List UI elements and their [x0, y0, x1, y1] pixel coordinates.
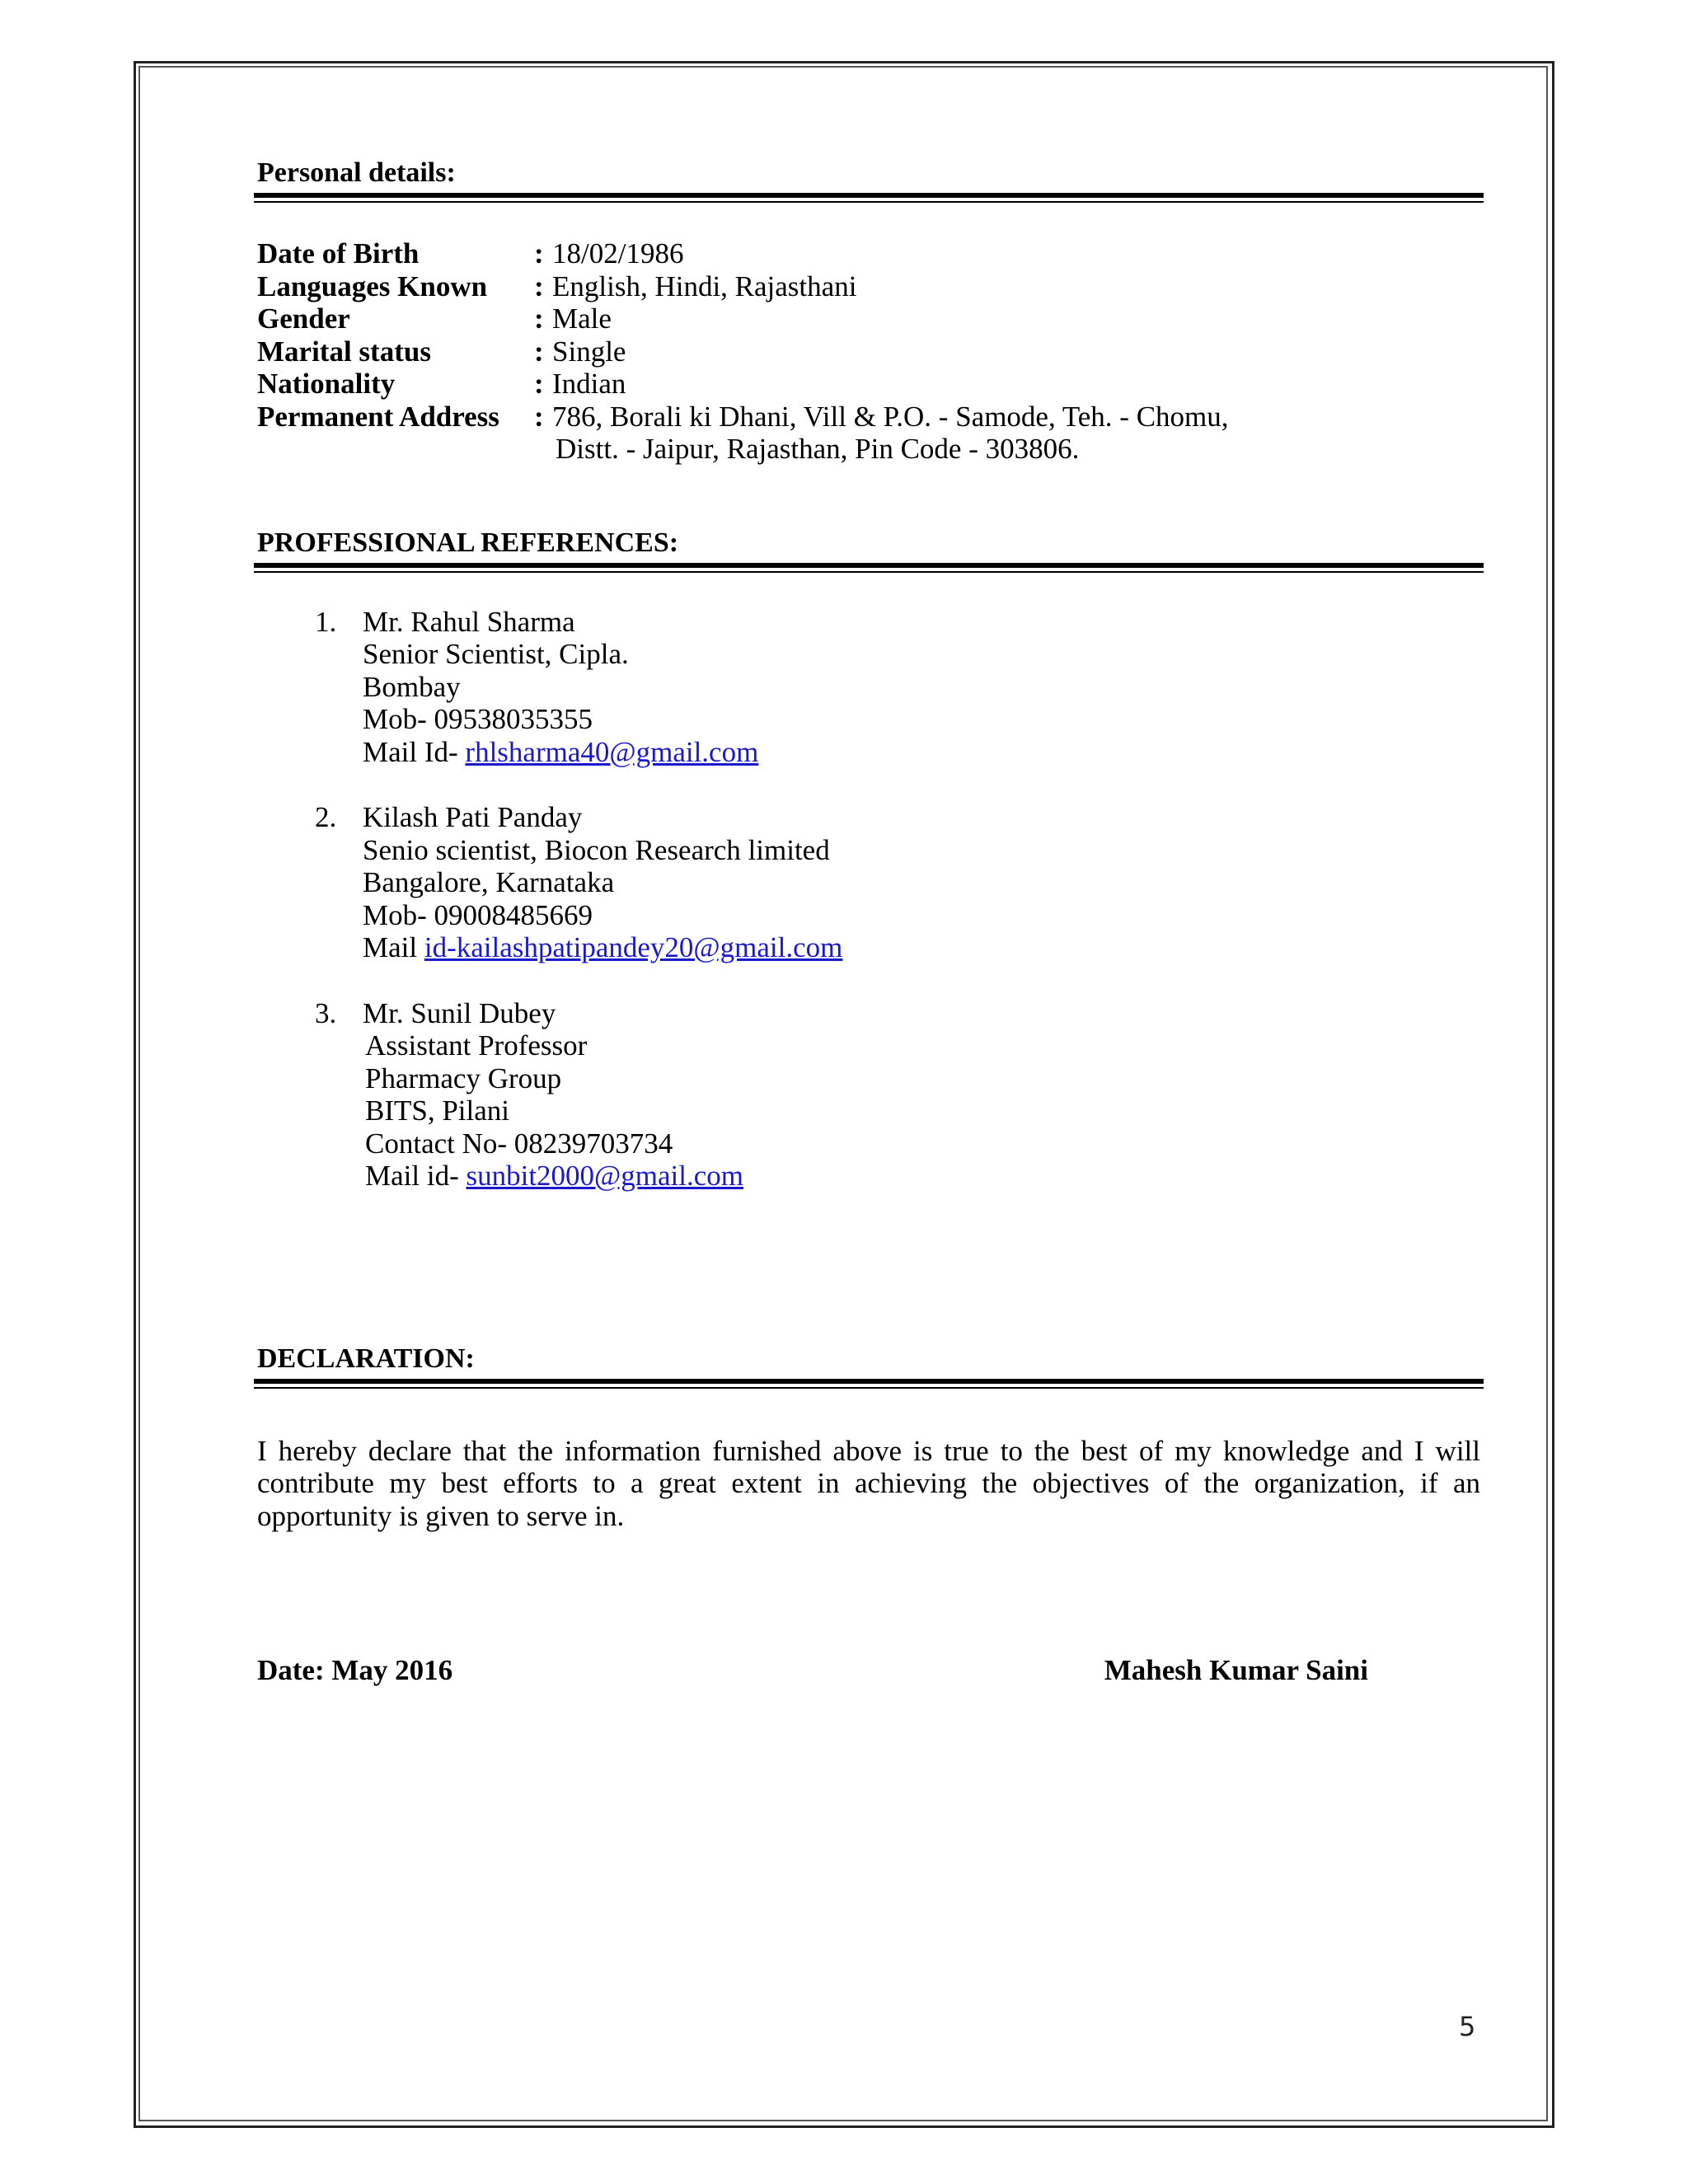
address-line-1: 786, Borali ki Dhani, Vill & P.O. - Samode, Teh. - Chomu, — [552, 400, 1229, 433]
references-list — [257, 606, 1480, 1193]
detail-row-dob — [257, 237, 1480, 270]
reference-department: Pharmacy Group — [365, 1062, 562, 1094]
reference-email-link[interactable]: sunbit2000@gmail.com — [466, 1160, 744, 1192]
address-line-2: Distt. - Jaipur, Rajasthan, Pin Code - 303806. — [556, 433, 1080, 465]
reference-number: 3. — [315, 996, 337, 1029]
reference-item — [315, 606, 1480, 769]
reference-phone: Mob- 09008485669 — [363, 898, 593, 931]
reference-location: Bangalore, Karnataka — [363, 866, 615, 898]
detail-label: Gender — [257, 302, 350, 335]
detail-colon: : — [534, 335, 544, 368]
detail-label: Languages Known — [257, 269, 488, 302]
declaration-date: Date: May 2016 — [257, 1654, 453, 1686]
detail-label: Nationality — [257, 368, 396, 400]
reference-item — [315, 801, 1480, 964]
reference-phone: Mob- 09538035355 — [363, 703, 593, 735]
signature-row — [257, 1654, 1480, 1687]
reference-title: Senior Scientist, Cipla. — [363, 638, 629, 670]
detail-value: Single — [552, 335, 626, 368]
detail-colon: : — [534, 368, 544, 400]
detail-label: Date of Birth — [257, 237, 420, 269]
reference-name: Mr. Sunil Dubey — [363, 996, 556, 1029]
reference-name: Mr. Rahul Sharma — [363, 605, 575, 638]
reference-mail — [363, 736, 758, 769]
detail-value: 18/02/1986 — [552, 237, 684, 269]
mail-prefix: Mail — [363, 931, 424, 963]
personal-details-heading: Personal details: — [257, 157, 456, 188]
reference-number: 2. — [315, 801, 337, 833]
detail-colon: : — [534, 269, 544, 302]
reference-name: Kilash Pati Panday — [363, 801, 583, 833]
reference-location: Bombay — [363, 670, 461, 703]
reference-mail — [363, 931, 842, 964]
heading-rule — [254, 563, 1484, 573]
reference-item — [315, 997, 1480, 1193]
document-body — [257, 157, 1480, 1687]
detail-label: Marital status — [257, 335, 431, 368]
heading-rule — [254, 1379, 1484, 1389]
detail-label: Permanent Address — [257, 400, 499, 433]
declaration-text: I hereby declare that the information furnished above is true to the best of my knowledge and I will contribute my best efforts to a great extent in achieving the objectives of the organization, if an opportunity is given to serve in. — [257, 1434, 1480, 1532]
reference-number: 1. — [315, 605, 337, 638]
detail-colon: : — [534, 302, 544, 335]
mail-prefix: Mail Id- — [363, 735, 466, 768]
detail-row-marital-status — [257, 335, 1480, 368]
detail-value: Indian — [552, 368, 626, 400]
declaration-heading: DECLARATION: — [257, 1343, 475, 1374]
detail-value: Male — [552, 302, 612, 335]
reference-location: BITS, Pilani — [365, 1094, 510, 1127]
references-heading: PROFESSIONAL REFERENCES: — [257, 527, 679, 558]
detail-row-gender — [257, 302, 1480, 335]
detail-row-languages — [257, 270, 1480, 303]
reference-mail — [363, 1160, 743, 1193]
detail-value: English, Hindi, Rajasthani — [552, 269, 857, 302]
reference-phone: Contact No- 08239703734 — [365, 1127, 673, 1160]
detail-colon: : — [534, 237, 544, 269]
detail-colon: : — [534, 400, 544, 433]
signatory-name: Mahesh Kumar Saini — [1104, 1654, 1368, 1686]
heading-rule — [254, 193, 1484, 203]
page-number: 5 — [1459, 2011, 1476, 2042]
detail-row-nationality — [257, 368, 1480, 401]
reference-email-link[interactable]: rhlsharma40@gmail.com — [465, 735, 759, 768]
detail-value — [552, 401, 1480, 466]
personal-details-table — [257, 237, 1480, 466]
detail-row-address — [257, 401, 1480, 466]
reference-title: Senio scientist, Biocon Research limited — [363, 833, 830, 866]
mail-prefix: Mail id- — [365, 1160, 467, 1192]
reference-email-link[interactable]: id-kailashpatipandey20@gmail.com — [424, 931, 843, 963]
reference-title: Assistant Professor — [365, 1029, 588, 1062]
